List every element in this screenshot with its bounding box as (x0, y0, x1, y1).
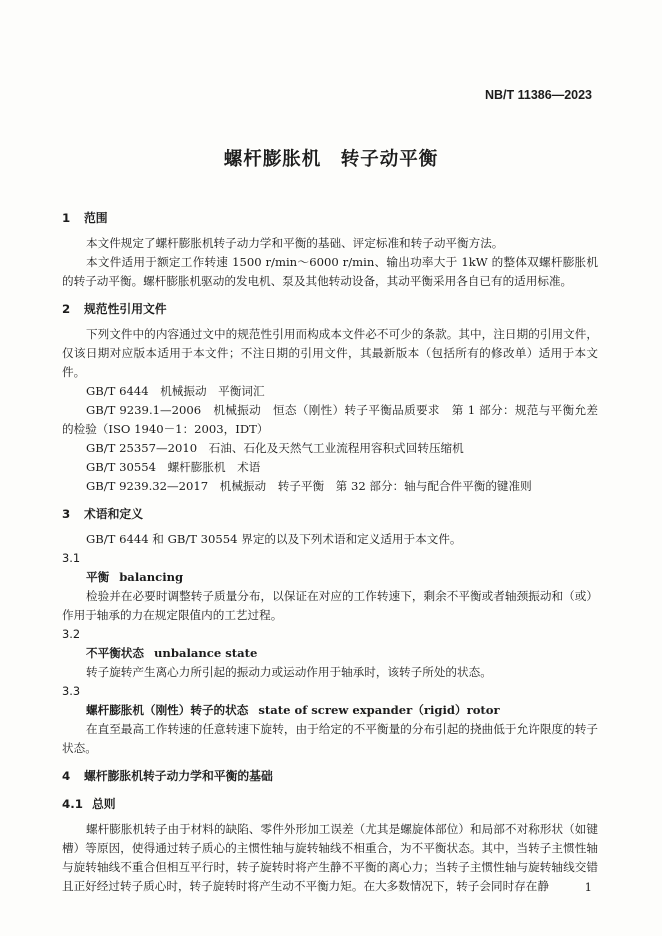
section-title: 术语和定义 (84, 507, 143, 521)
term-entry (62, 568, 598, 587)
term-number: 3.2 (62, 627, 81, 641)
standard-code: NB/T 11386—2023 (484, 88, 592, 102)
section-number: 3 (62, 507, 71, 521)
section-title: 范围 (84, 211, 108, 225)
term-definition: 检验并在必要时调整转子质量分布，以保证在对应的工作转速下，剩余不平衡或者轴颈振动和（或）作用于轴承的力在规定限值内的工艺过程。 (62, 589, 598, 622)
term-english: unbalance state (153, 646, 258, 660)
reference-item: GB/T 9239.32—2017 机械振动 转子平衡 第 32 部分：轴与配合件平衡的键准则 (86, 479, 532, 493)
section-heading-rotor-dynamics (62, 767, 598, 786)
subsection-heading-general (62, 795, 598, 814)
section-number: 1 (62, 211, 71, 225)
section-heading-scope (62, 209, 598, 228)
section-number: 4 (62, 769, 71, 783)
term-definition: 在直至最高工作转速的任意转速下旋转，由于给定的不平衡量的分布引起的挠曲低于允许限度的转子状态。 (62, 722, 598, 755)
paragraph: 本文件规定了螺杆膨胀机转子动力学和平衡的基础、评定标准和转子动平衡方法。 (86, 236, 504, 250)
paragraph: 下列文件中的内容通过文中的规范性引用而构成本文件必不可少的条款。其中，注日期的引用文件，仅该日期对应版本适用于本文件；不注日期的引用文件，其最新版本（包括所有的修改单）适用于本文件。 (62, 327, 598, 379)
section-heading-normative-refs (62, 300, 598, 319)
term-chinese: 螺杆膨胀机（刚性）转子的状态 (86, 703, 249, 717)
term-english: state of screw expander（rigid）rotor (258, 703, 500, 717)
subsection-title: 总则 (92, 797, 116, 811)
term-english: balancing (119, 570, 184, 584)
reference-item: GB/T 25357—2010 石油、石化及天然气工业流程用容积式回转压缩机 (86, 441, 464, 455)
document-title: 螺杆膨胀机 转子动平衡 (223, 149, 439, 170)
document-body (62, 209, 598, 896)
paragraph: 本文件适用于额定工作转速 1500 r/min～6000 r/min、输出功率大于 1kW 的整体双螺杆膨胀机的转子动平衡。螺杆膨胀机驱动的发电机、泵及其他转动设备，其动平衡采用各自已有的适用标准。 (62, 255, 598, 288)
paragraph: 螺杆膨胀机转子由于材料的缺陷、零件外形加工误差（尤其是螺旋体部位）和局部不对称形状（如键槽）等原因，使得通过转子质心的主惯性轴与旋转轴线不相重合，为不平衡状态。其中，当转子主惯性轴与旋转轴线不重合但相互平行时，转子旋转时将产生静不平衡的离心力；当转子主惯性轴与旋转轴线交错且正好经过转子质心时，转子旋转时将产生动不平衡力矩。在大多数情况下，转子会同时存在静 (62, 822, 598, 893)
term-number: 3.1 (62, 551, 81, 565)
term-entry (62, 644, 598, 663)
section-heading-terms (62, 505, 598, 524)
reference-item: GB/T 30554 螺杆膨胀机 术语 (86, 460, 261, 474)
term-entry (62, 701, 598, 720)
term-chinese: 平衡 (86, 570, 110, 584)
reference-item: GB/T 9239.1—2006 机械振动 恒态（刚性）转子平衡品质要求 第 1 部分：规范与平衡允差的检验（ISO 1940－1：2003，IDT） (62, 403, 598, 436)
term-definition: 转子旋转产生离心力所引起的振动力或运动作用于轴承时，该转子所处的状态。 (86, 665, 492, 679)
subsection-number: 4.1 (62, 797, 83, 811)
reference-item: GB/T 6444 机械振动 平衡词汇 (86, 384, 265, 398)
section-number: 2 (62, 302, 71, 316)
section-title: 规范性引用文件 (84, 302, 167, 316)
term-chinese: 不平衡状态 (86, 646, 144, 660)
page-number: 1 (584, 880, 592, 894)
section-title: 螺杆膨胀机转子动力学和平衡的基础 (84, 769, 273, 783)
paragraph: GB/T 6444 和 GB/T 30554 界定的以及下列术语和定义适用于本文件。 (86, 532, 462, 546)
term-number: 3.3 (62, 684, 81, 698)
